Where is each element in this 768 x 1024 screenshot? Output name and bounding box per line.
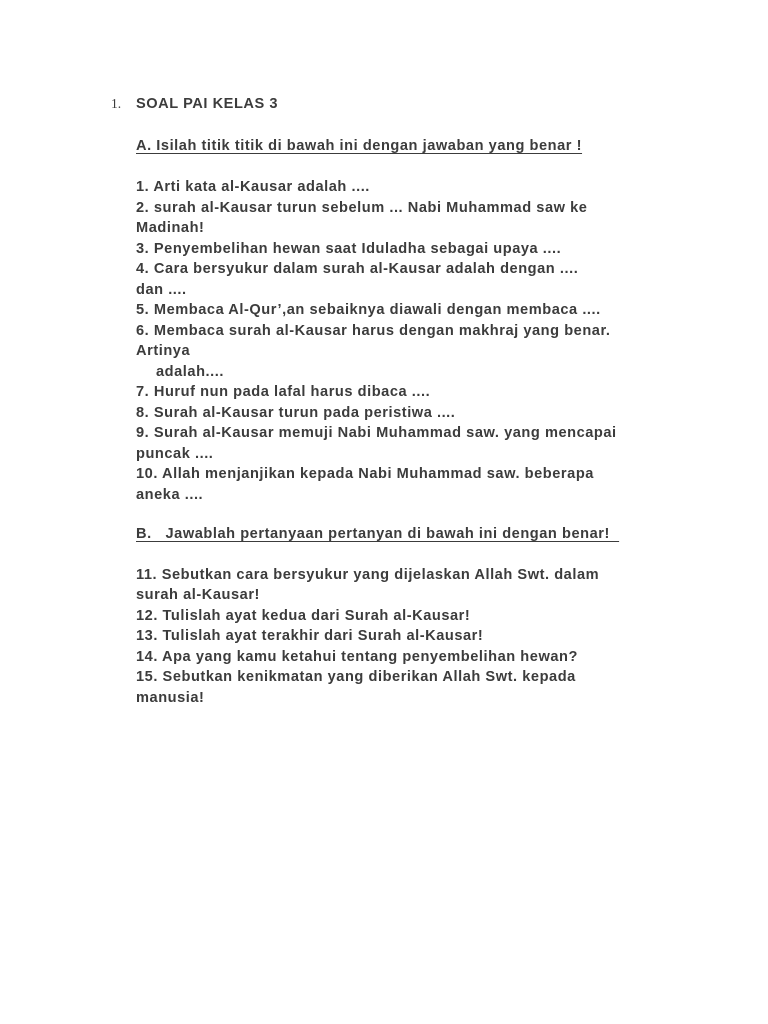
question-line: 2. surah al-Kausar turun sebelum ... Nabi Muhammad saw ke (136, 200, 588, 216)
question-line: 4. Cara bersyukur dalam surah al-Kausar adalah dengan .... (136, 261, 579, 277)
question-line: adalah.... (156, 364, 224, 380)
question-line: aneka .... (136, 487, 204, 503)
question-line: 14. Apa yang kamu ketahui tentang penyembelihan hewan? (136, 649, 578, 665)
question-line: 15. Sebutkan kenikmatan yang diberikan Allah Swt. kepada (136, 669, 576, 685)
question-line: 3. Penyembelihan hewan saat Iduladha sebagai upaya .... (136, 241, 562, 257)
section-b-heading: B. Jawablah pertanyaan pertanyan di bawah ini dengan benar! (136, 526, 620, 542)
section-a-heading: A. Isilah titik titik di bawah ini dengan jawaban yang benar ! (136, 138, 583, 154)
question-line: Artinya (136, 343, 191, 359)
question-line: 7. Huruf nun pada lafal harus dibaca .... (136, 384, 431, 400)
question-line: surah al-Kausar! (136, 587, 260, 603)
question-line: 6. Membaca surah al-Kausar harus dengan makhraj yang benar. (136, 323, 611, 339)
question-line: puncak .... (136, 446, 214, 462)
question-line: 5. Membaca Al-Qur’,an sebaiknya diawali dengan membaca .... (136, 302, 601, 318)
question-line: 9. Surah al-Kausar memuji Nabi Muhammad saw. yang mencapai (136, 425, 617, 441)
question-line: 13. Tulislah ayat terakhir dari Surah al-Kausar! (136, 628, 484, 644)
question-line: manusia! (136, 690, 205, 706)
document-title: SOAL PAI KELAS 3 (136, 96, 279, 112)
question-line: 1. Arti kata al-Kausar adalah .... (136, 179, 370, 195)
question-line: 8. Surah al-Kausar turun pada peristiwa .... (136, 405, 456, 421)
question-line: Madinah! (136, 220, 205, 236)
question-line: 11. Sebutkan cara bersyukur yang dijelaskan Allah Swt. dalam (136, 567, 600, 583)
question-line: 12. Tulislah ayat kedua dari Surah al-Kausar! (136, 608, 471, 624)
list-marker: 1. (111, 96, 122, 111)
question-line: 10. Allah menjanjikan kepada Nabi Muhammad saw. beberapa (136, 466, 594, 482)
question-line: dan .... (136, 282, 187, 298)
